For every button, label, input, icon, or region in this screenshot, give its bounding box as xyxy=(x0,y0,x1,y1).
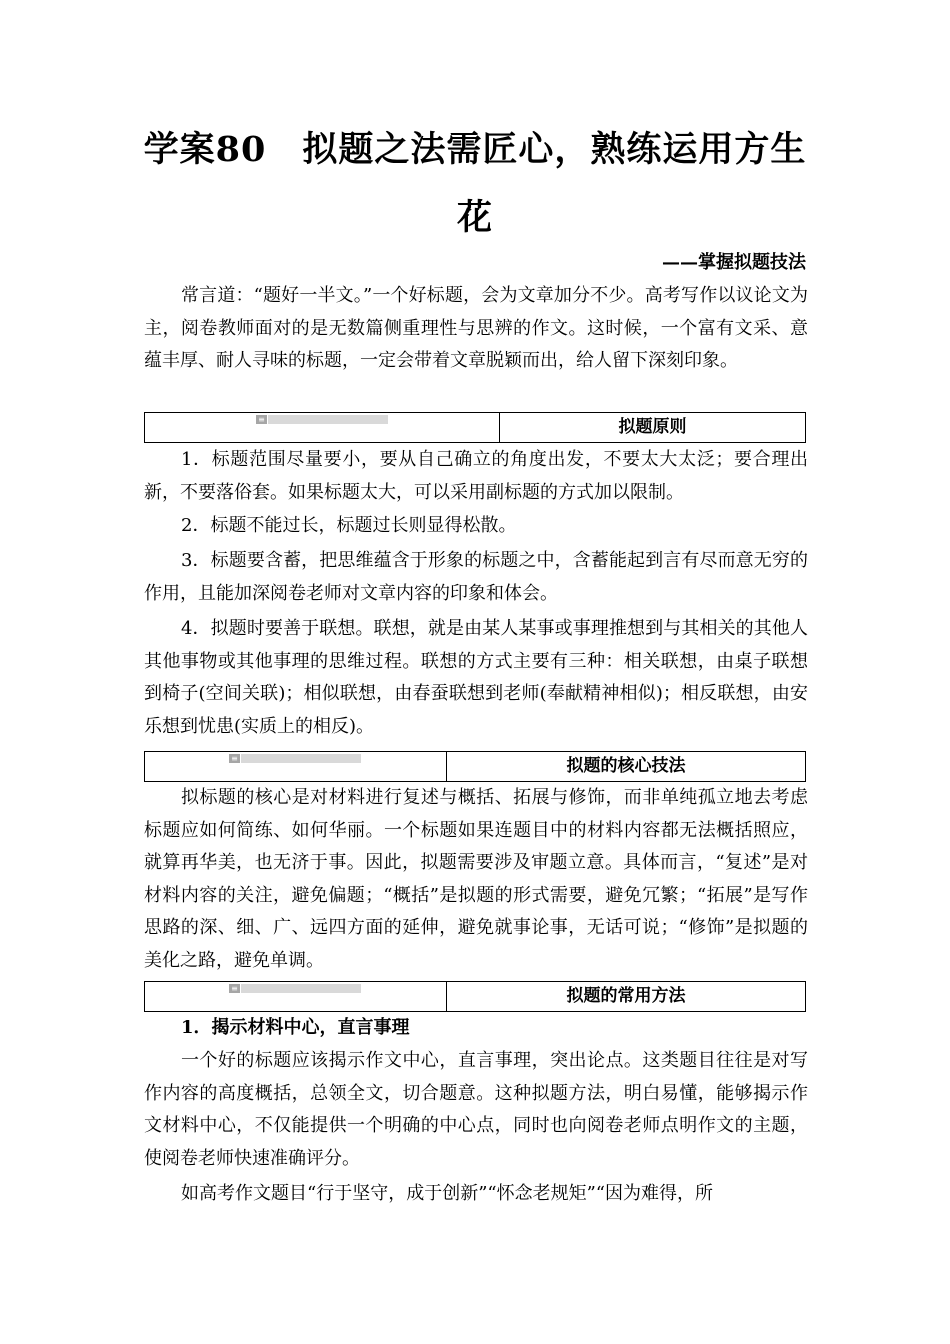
principle-item: 4．拟题时要善于联想。联想，就是由某人某事或事理推想到与其相关的其他人其他事物或其他事理的思维过程。联想的方式主要有三种：相关联想，由桌子联想到椅子(空间关联)；相似联想，由春蚕联想到老师(奉献精神相似)；相反联想，由安乐想到忧患(实质上的相反)。 xyxy=(144,618,808,737)
header-bar xyxy=(268,415,388,424)
method-subheading: 1．揭示材料中心，直言事理 xyxy=(181,1017,410,1038)
section-heading: 拟题的核心技法 xyxy=(566,756,686,776)
principle-item: 3．标题要含蓄，把思维蕴含于形象的标题之中，含蓄能起到言有尽而意无穷的作用，且能加深阅卷老师对文章内容的印象和体会。 xyxy=(144,550,808,604)
method-paragraph: 如高考作文题目“行于坚守，成于创新”“怀念老规矩”“因为难得，所 xyxy=(181,1183,714,1204)
section-header-principles xyxy=(144,412,806,443)
page-title: 学案80 拟题之法需匠心，熟练运用方生 xyxy=(143,129,807,170)
section-header-methods xyxy=(144,981,806,1012)
subtitle: ——掌握拟题技法 xyxy=(662,252,806,273)
collapse-icon[interactable]: ≡ xyxy=(229,754,240,763)
core-paragraph: 拟标题的核心是对材料进行复述与概括、拓展与修饰，而非单纯孤立地去考虑标题应如何简练、如何华丽。一个标题如果连题目中的材料内容都无法概括照应，就算再华美，也无济于事。因此，拟题需要涉及审题立意。具体而言，“复述”是对材料内容的关注，避免偏题；“概括”是拟题的形式需要，避免冗繁；“拓展”是写作思路的深、细、广、远四方面的延伸，避免就事论事，无话可说；“修饰”是拟题的美化之路，避免单调。 xyxy=(144,787,808,971)
collapse-icon[interactable]: ≡ xyxy=(229,984,240,993)
header-bar xyxy=(241,754,361,763)
section-header-core xyxy=(144,751,806,782)
section-heading: 拟题的常用方法 xyxy=(566,986,686,1006)
header-bar xyxy=(241,984,361,993)
collapse-icon[interactable]: ≡ xyxy=(256,415,267,424)
intro-paragraph: 常言道：“题好一半文。”一个好标题，会为文章加分不少。高考写作以议论文为主，阅卷教师面对的是无数篇侧重理性与思辨的作文。这时候，一个富有文采、意蕴丰厚、耐人寻味的标题，一定会带着文章脱颖而出，给人留下深刻印象。 xyxy=(144,285,808,372)
section-heading: 拟题原则 xyxy=(618,417,687,437)
page-title-continued: 花 xyxy=(456,197,493,238)
principle-item: 1．标题范围尽量要小，要从自己确立的角度出发，不要太大太泛；要合理出新，不要落俗套。如果标题太大，可以采用副标题的方式加以限制。 xyxy=(144,449,808,503)
method-paragraph: 一个好的标题应该揭示作文中心，直言事理，突出论点。这类题目往往是对写作内容的高度概括，总领全文，切合题意。这种拟题方法，明白易懂，能够揭示作文材料中心，不仅能提供一个明确的中心点，同时也向阅卷老师点明作文的主题，使阅卷老师快速准确评分。 xyxy=(144,1050,808,1169)
principle-item: 2．标题不能过长，标题过长则显得松散。 xyxy=(181,515,517,536)
